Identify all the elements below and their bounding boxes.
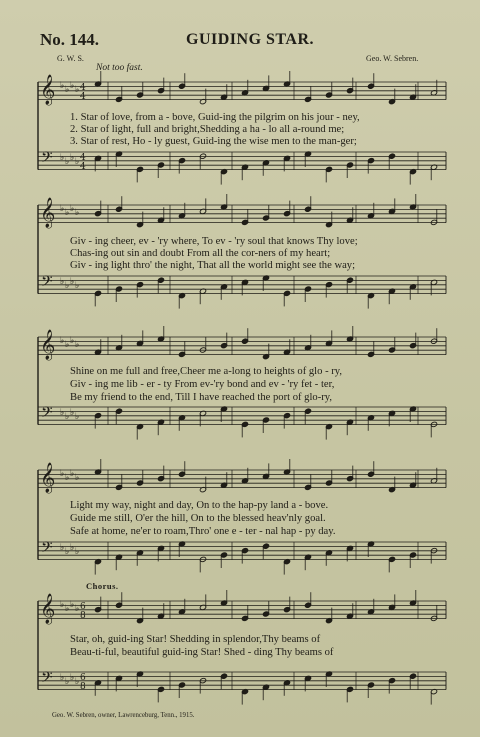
flat-icon: ♭ <box>60 600 65 610</box>
tempo-marking: Not too fast. <box>96 63 143 73</box>
flat-icon: ♭ <box>65 281 70 291</box>
lyric-line: Star, oh, guid-ing Star! Shedding in splendor,Thy beams of <box>70 634 321 645</box>
flat-icon: ♭ <box>75 208 80 218</box>
flat-icon: ♭ <box>70 277 75 287</box>
flat-icon: ♭ <box>60 153 65 163</box>
hymn-title: GUIDING STAR. <box>186 31 314 48</box>
flat-icon: ♭ <box>60 336 65 346</box>
flat-icon: ♭ <box>60 204 65 214</box>
flat-icon: ♭ <box>70 469 75 479</box>
composer-credit: Geo. W. Sebren. <box>366 54 419 63</box>
time-signature: 4 <box>80 162 86 172</box>
time-signature: 4 <box>80 153 86 163</box>
treble-clef-icon: 𝄞 <box>40 330 56 360</box>
flat-icon: ♭ <box>60 277 65 287</box>
flat-icon: ♭ <box>65 473 70 483</box>
copyright-notice: Geo. W. Sebren, owner, Lawrenceburg, Tenn., 1915. <box>52 712 195 719</box>
treble-clef-icon: 𝄞 <box>40 75 56 105</box>
flat-icon: ♭ <box>65 157 70 167</box>
flat-icon: ♭ <box>70 600 75 610</box>
treble-clef-icon: 𝄞 <box>40 463 56 493</box>
flat-icon: ♭ <box>75 157 80 167</box>
flat-icon: ♭ <box>70 204 75 214</box>
flat-icon: ♭ <box>75 412 80 422</box>
treble-clef-icon: 𝄞 <box>40 594 56 624</box>
lyric-line: Giv - ing cheer, ev - 'ry where, To ev - 'ry soul that knows Thy love; <box>70 236 358 247</box>
flat-icon: ♭ <box>65 412 70 422</box>
flat-icon: ♭ <box>75 473 80 483</box>
time-signature: 4 <box>80 83 86 93</box>
flat-icon: ♭ <box>75 85 80 95</box>
flat-icon: ♭ <box>60 673 65 683</box>
lyric-line: Giv - ing light thro' the night, That all the world might see the way; <box>70 260 356 271</box>
chorus-label: Chorus. <box>86 581 119 591</box>
flat-icon: ♭ <box>60 81 65 91</box>
flat-icon: ♭ <box>65 340 70 350</box>
flat-icon: ♭ <box>65 677 70 687</box>
lyric-line: Light my way, night and day, On to the hap-py land a - bove. <box>70 500 329 511</box>
lyric-line: 3. Star of rest, Ho - ly guest, Guid-ing the wise men to the man-ger; <box>70 136 357 147</box>
flat-icon: ♭ <box>75 677 80 687</box>
flat-icon: ♭ <box>70 408 75 418</box>
lyric-line: Safe at home, ne'er to roam,Thro' one e - ter - nal hap - py day. <box>70 526 336 537</box>
lyric-line: Shine on me full and free,Cheer me a-long to heights of glo - ry, <box>70 366 343 377</box>
lyric-line: Guide me still, O'er the hill, On to the blessed heav'nly goal. <box>70 513 326 524</box>
flat-icon: ♭ <box>75 547 80 557</box>
lyric-line: Giv - ing me lib - er - ty From ev-'ry bond and ev - 'ry fet - ter, <box>70 379 335 390</box>
flat-icon: ♭ <box>65 604 70 614</box>
lyric-line: Be my friend to the end, Till I have reached the port of glo-ry, <box>70 392 333 403</box>
lyric-line: Chas-ing out sin and doubt From all the cor-ners of my heart; <box>70 248 331 259</box>
flat-icon: ♭ <box>65 85 70 95</box>
flat-icon: ♭ <box>75 340 80 350</box>
flat-icon: ♭ <box>70 336 75 346</box>
flat-icon: ♭ <box>65 208 70 218</box>
time-signature: 8 <box>80 682 86 692</box>
lyric-line: Beau-ti-ful, beautiful guid-ing Star! Shed - ding Thy beams of <box>70 647 334 658</box>
time-signature: 8 <box>80 611 86 621</box>
flat-icon: ♭ <box>75 281 80 291</box>
flat-icon: ♭ <box>60 408 65 418</box>
lyric-line: 1. Star of love, from a - bove, Guid-ing the pilgrim on his jour - ney, <box>70 112 360 123</box>
hymn-number: No. 144. <box>40 30 100 49</box>
treble-clef-icon: 𝄞 <box>40 198 56 228</box>
flat-icon: ♭ <box>60 469 65 479</box>
time-signature: 6 <box>80 602 86 612</box>
bass-clef-icon: 𝄢 <box>41 669 53 690</box>
bass-clef-icon: 𝄢 <box>41 404 53 425</box>
lyric-line: 2. Star of light, full and bright,Shedding a ha - lo all a-round me; <box>70 124 345 135</box>
time-signature: 6 <box>80 673 86 683</box>
flat-icon: ♭ <box>70 543 75 553</box>
flat-icon: ♭ <box>65 547 70 557</box>
flat-icon: ♭ <box>70 153 75 163</box>
bass-clef-icon: 𝄢 <box>41 273 53 294</box>
bass-clef-icon: 𝄢 <box>41 539 53 560</box>
bass-clef-icon: 𝄢 <box>41 149 53 170</box>
flat-icon: ♭ <box>75 604 80 614</box>
lyricist-credit: G. W. S. <box>57 54 84 63</box>
flat-icon: ♭ <box>60 543 65 553</box>
flat-icon: ♭ <box>70 81 75 91</box>
time-signature: 4 <box>80 92 86 102</box>
flat-icon: ♭ <box>70 673 75 683</box>
